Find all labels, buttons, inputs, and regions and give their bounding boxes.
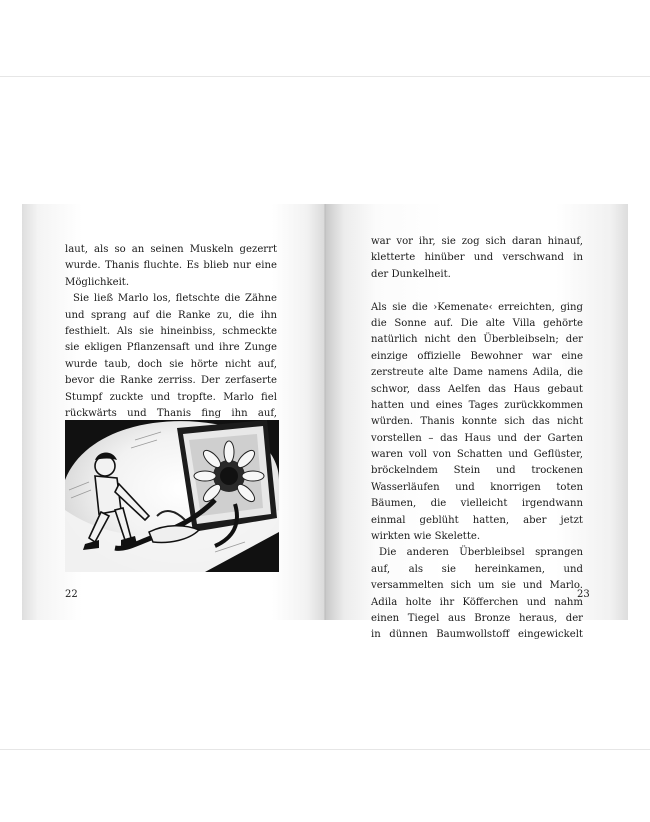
- text-line: laut, als so an seinen Muskeln gezerrt: [65, 244, 277, 255]
- text-line: festhielt. Als sie hineinbiss, schmeckte: [65, 325, 277, 337]
- text-line: zerstreute alte Dame namens Adila, die: [371, 367, 583, 379]
- left-page: [22, 204, 326, 620]
- text-line: sie ekligen Pflanzensaft und ihre Zunge: [65, 342, 277, 354]
- page-number-right: 23: [577, 589, 590, 600]
- text-line: und sprang auf die Ranke zu, die ihn: [65, 309, 277, 321]
- text-line: vorstellen – das Haus und der Garten: [371, 432, 583, 444]
- text-line: wurde. Thanis fluchte. Es blieb nur eine: [65, 260, 277, 272]
- text-line: Als sie die ›Kemenate‹ erreichten, ging: [371, 301, 583, 313]
- text-line: einen Tiegel aus Bronze heraus, der: [371, 613, 583, 625]
- text-line: die Sonne auf. Die alte Villa gehörte: [371, 317, 583, 329]
- text-line: der Dunkelheit.: [371, 268, 451, 280]
- right-page-text: [371, 234, 583, 644]
- right-page: [326, 204, 628, 641]
- text-line: Adila holte ihr Köfferchen und nahm: [371, 596, 583, 608]
- ink-illustration-icon: [65, 420, 279, 572]
- page-number-left: 22: [65, 589, 78, 600]
- text-line: wirkten wie Skelette.: [371, 531, 481, 543]
- text-line: versammelten sich um sie und Marlo.: [371, 580, 583, 592]
- text-line: Stumpf zuckte und tropfte. Marlo fiel: [65, 391, 277, 403]
- text-line: natürlich nicht den Überbleibseln; der: [371, 334, 583, 346]
- text-line: rückwärts und Thanis fing ihn auf,: [65, 407, 277, 419]
- text-line: einzige offizielle Bewohner war eine: [371, 350, 583, 362]
- text-line: einmal geblüht hatten, aber jetzt: [371, 514, 583, 526]
- text-line: schwor, dass Aelfen das Haus gebaut: [371, 383, 583, 395]
- text-line: Wasserläufen und knorrigen toten: [371, 481, 583, 493]
- text-line: war vor ihr, sie zog sich daran hinauf,: [371, 236, 583, 247]
- text-line: hatten und eines Tages zurückkommen: [371, 399, 583, 411]
- text-line: wurde taub, doch sie hörte nicht auf,: [65, 358, 277, 370]
- text-line: Möglichkeit.: [65, 276, 130, 288]
- text-line: würden. Thanis konnte sich das nicht: [371, 416, 583, 428]
- text-line: Bäumen, die vielleicht irgendwann: [371, 498, 583, 510]
- text-line: bevor die Ranke zerriss. Der zerfaserte: [65, 375, 277, 387]
- text-line: auf, als sie hereinkamen, und: [371, 563, 583, 575]
- text-line: waren voll von Schatten und Geflüster,: [371, 449, 583, 461]
- text-line: bröckelndem Stein und trockenen: [371, 465, 583, 477]
- book-spread: [22, 204, 628, 641]
- text-line: kletterte hinüber und verschwand in: [371, 252, 583, 264]
- text-line: in dünnen Baumwollstoff eingewickelt: [371, 629, 583, 641]
- paragraph-gap: [371, 283, 583, 299]
- text-line: Die anderen Überbleibsel sprangen: [379, 547, 583, 559]
- text-line: Sie ließ Marlo los, fletschte die Zähne: [73, 293, 277, 305]
